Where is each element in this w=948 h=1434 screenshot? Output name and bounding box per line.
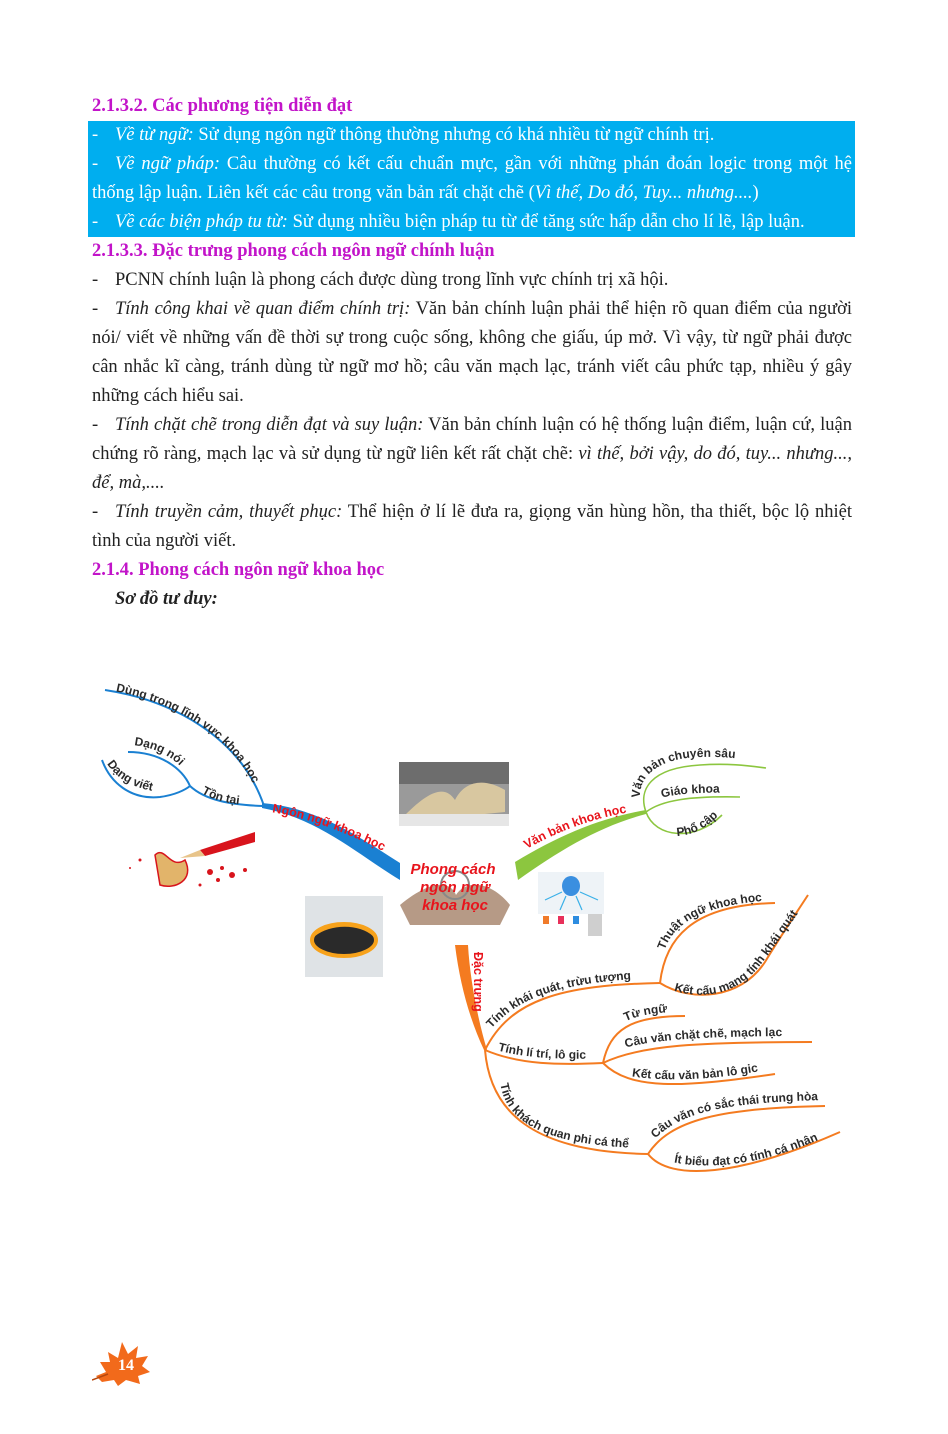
dash: - bbox=[92, 299, 99, 319]
lead: Tính truyền cảm, thuyết phục: bbox=[115, 502, 343, 522]
center-title-line: ngôn ngữ bbox=[420, 879, 490, 896]
jellyfish-toy-photo bbox=[538, 872, 604, 936]
mind-map bbox=[0, 680, 948, 1200]
paragraph bbox=[92, 208, 852, 237]
label-child: Từ ngữ bbox=[621, 1001, 668, 1024]
label-scientific-language: Ngôn ngữ khoa học bbox=[271, 801, 388, 854]
branch-line bbox=[646, 797, 740, 812]
dash: - bbox=[92, 502, 99, 522]
label-child: Kết cấu mang tính khái quát bbox=[673, 907, 801, 998]
paragraph bbox=[92, 266, 852, 295]
label-group: Tính lí trí, lô gic bbox=[497, 1039, 587, 1062]
paragraph bbox=[92, 121, 852, 150]
paragraph bbox=[92, 150, 852, 208]
lead: Về từ ngữ: bbox=[115, 125, 194, 145]
lead: Tính công khai về quan điểm chính trị: bbox=[115, 299, 411, 319]
label-popular: Phổ cập bbox=[675, 807, 721, 840]
pencil-photo bbox=[129, 832, 255, 887]
label-spoken: Dạng nói bbox=[133, 734, 188, 769]
label-child: Câu văn có sắc thái trung hòa bbox=[647, 1089, 819, 1141]
paragraph bbox=[92, 295, 852, 411]
ring-photo bbox=[305, 896, 383, 977]
label-usage: Dùng trong lĩnh vực khoa học bbox=[115, 680, 263, 786]
highlight-box bbox=[88, 121, 855, 237]
label-group: Tính khách quan phi cá thể bbox=[497, 1081, 630, 1151]
center-title-line: Phong cách bbox=[410, 861, 496, 878]
section-heading-2133: 2.1.3.3. Đặc trưng phong cách ngôn ngữ chính luận bbox=[92, 241, 495, 261]
label-scientific-text: Văn bản khoa học bbox=[521, 801, 628, 852]
label-textbook: Giáo khoa bbox=[659, 781, 720, 801]
text: Sử dụng ngôn ngữ thông thường nhưng có khá nhiều từ ngữ chính trị. bbox=[193, 125, 715, 145]
text: Văn bản chính luận phải thể hiện rõ quan điểm của người nói/ viết về những vấn đề thời sự trong cuộc sống, không che giấu, úp mở. Vì vậy, từ ngữ phải được cân nhắc kĩ càng, tránh dùng từ ngữ mơ hồ; câu văn mạch lạc, tránh viết câu phức tạp, nhiều ý gây những cách hiểu sai. bbox=[92, 299, 852, 406]
document-body bbox=[92, 92, 852, 614]
center-title-line: khoa học bbox=[422, 897, 488, 914]
section-heading-2132: 2.1.3.2. Các phương tiện diễn đạt bbox=[92, 96, 353, 116]
label-written: Dạng viết bbox=[104, 757, 155, 794]
lead: Về ngữ pháp: bbox=[115, 154, 221, 174]
lead: Về các biện pháp tu từ: bbox=[115, 212, 288, 232]
open-book-photo bbox=[399, 762, 509, 826]
label-specialized: Văn bản chuyên sâu bbox=[628, 745, 737, 799]
label-child: Câu văn chặt chẽ, mạch lạc bbox=[623, 1025, 783, 1051]
text: Thể hiện ở lí lẽ đưa ra, giọng văn hùng hồn, tha thiết, bộc lộ nhiệt tình của người viết. bbox=[92, 502, 852, 551]
text: Sử dụng nhiều biện pháp tu từ để tăng sức hấp dẫn cho lí lẽ, lập luận. bbox=[287, 212, 805, 232]
paragraph bbox=[92, 498, 852, 556]
dash: - bbox=[92, 270, 99, 290]
lead: Tính chặt chẽ trong diễn đạt và suy luận: bbox=[115, 415, 424, 435]
paragraph bbox=[92, 411, 852, 498]
examples: Vì thế, Do đó, Tuy... nhưng.... bbox=[534, 183, 753, 203]
dash: - bbox=[92, 154, 99, 174]
examples: vì thế, bởi vậy, do đó, tuy... nhưng..., để, mà,.... bbox=[92, 444, 852, 493]
page-number: 14 bbox=[118, 1357, 134, 1374]
label-group: Tính khái quát, trừu tượng bbox=[483, 968, 632, 1031]
section-heading-214: 2.1.4. Phong cách ngôn ngữ khoa học bbox=[92, 560, 385, 580]
label-exist: Tồn tại bbox=[200, 783, 241, 808]
dash: - bbox=[92, 125, 99, 145]
mindmap-caption: Sơ đồ tư duy: bbox=[115, 589, 218, 609]
dash: - bbox=[92, 212, 99, 232]
label-characteristics: Đặc trưng bbox=[471, 952, 485, 1012]
page-number-badge bbox=[92, 1336, 154, 1388]
green-branch bbox=[515, 746, 766, 880]
text: PCNN chính luận là phong cách được dùng trong lĩnh vực chính trị xã hội. bbox=[115, 270, 669, 290]
text: Văn bản chính luận có hệ thống luận điểm, luận cứ, luận chứng rõ ràng, mạch lạc và sử dụng từ ngữ liên kết rất chặt chẽ: bbox=[92, 415, 852, 464]
label-child: Ít biểu đạt có tính cá nhân bbox=[673, 1129, 820, 1169]
label-child: Kết cấu văn bản lô gic bbox=[631, 1060, 759, 1083]
dash: - bbox=[92, 415, 99, 435]
tail: ) bbox=[752, 183, 759, 203]
label-child: Thuật ngữ khoa học bbox=[654, 890, 763, 952]
center-book-photo bbox=[400, 861, 510, 925]
text: Câu thường có kết cấu chuẩn mực, gần với những phán đoán logic trong một hệ thống lập luận. Liên kết các câu trong văn bản rất chặt chẽ ( bbox=[92, 154, 853, 203]
blue-branch bbox=[102, 681, 400, 880]
